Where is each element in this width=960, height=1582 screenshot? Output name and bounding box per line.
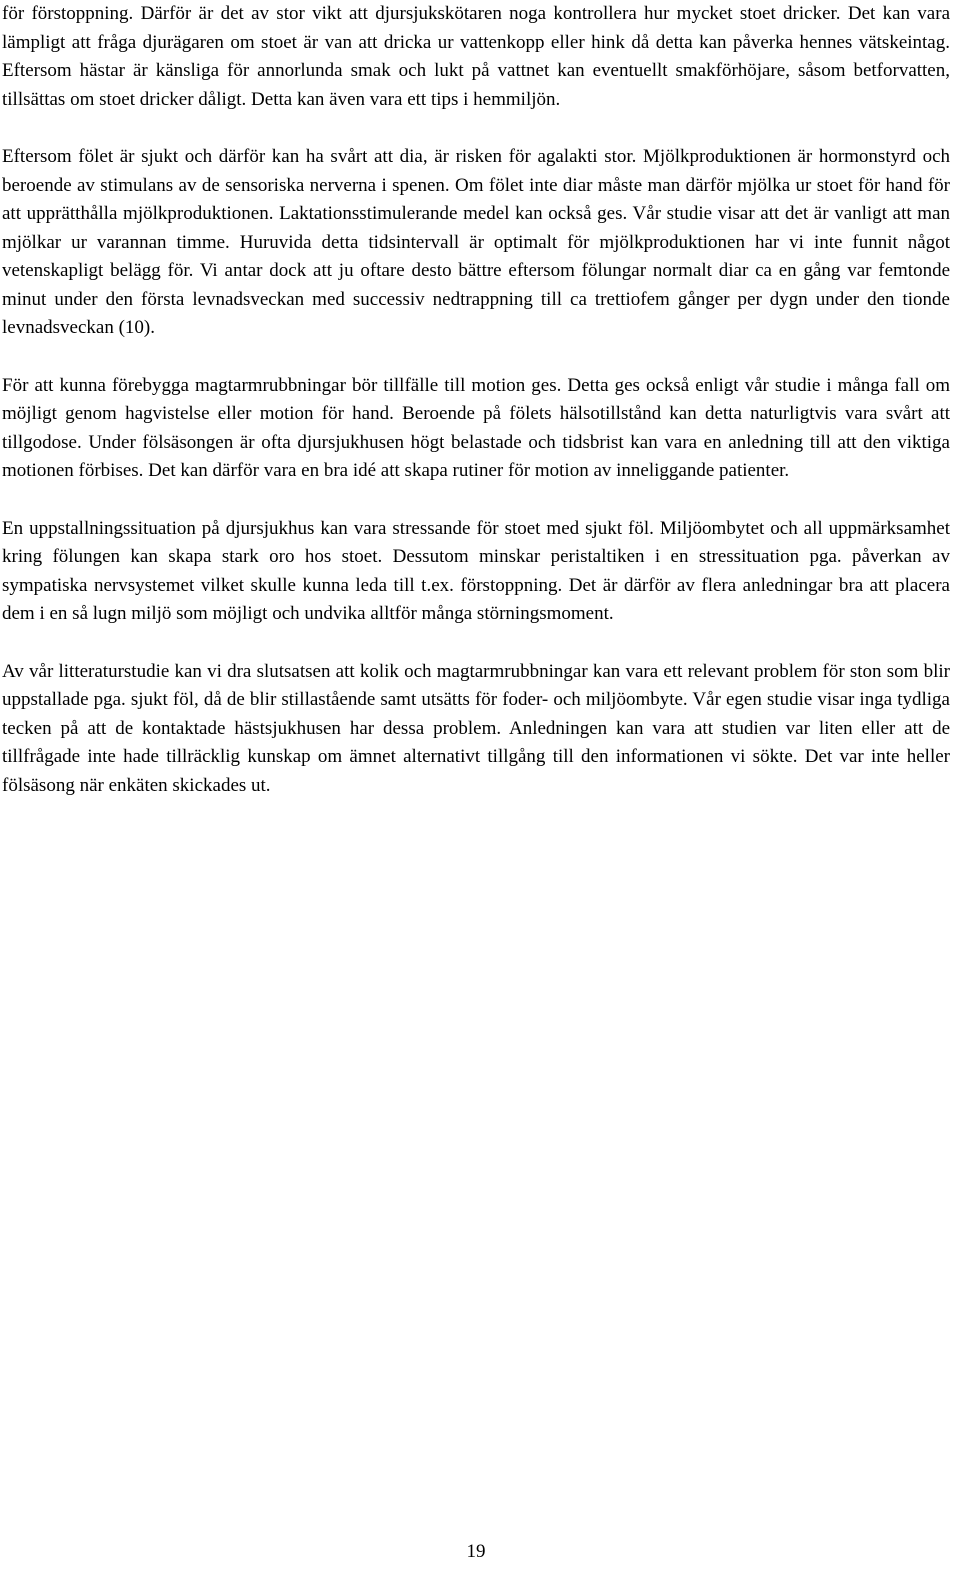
paragraph-water-intake: för förstoppning. Därför är det av stor vikt att djursjukskötaren noga kontrollera hur mycket stoet dricker. Det kan vara lämpligt att fråga djurägaren om stoet är van att dricka ur vattenkopp eller hink då detta kan påverka hennes vätskeintag. Eftersom hästar är känsliga för annorlunda smak och lukt på vattnet kan eventuellt smakförhöjare, såsom betforvatten, tillsättas om stoet dricker dåligt. Detta kan även vara ett tips i hemmiljön.: [2, 3, 950, 110]
paragraph-conclusion: Av vår litteraturstudie kan vi dra slutsatsen att kolik och magtarmrubbningar kan vara ett relevant problem för ston som blir uppstallade pga. sjukt föl, då de blir stillastående samt utsätts för foder- och miljöombyte. Vår egen studie visar inga tydliga tecken på att de kontaktade hästsjukhusen har dessa problem. Anledningen kan vara att studien var liten eller att de tillfrågade inte hade tillräcklig kunskap om ämnet alternativt tillgång till den informationen vi sökte. Det var inte heller fölsäsong när enkäten skickades ut.: [2, 660, 950, 796]
document-body: [2, 0, 950, 800]
paragraph-stress: En uppstallningssituation på djursjukhus kan vara stressande för stoet med sjukt föl. Miljöombytet och all uppmärksamhet kring fölungen kan skapa stark oro hos stoet. Dessutom minskar peristaltiken i en stressituation pga. påverkan av sympatiska nervsystemet vilket skulle kunna leda till t.ex. förstoppning. Det är därför av flera anledningar bra att placera dem i en så lugn miljö som möjligt och undvika alltför många störningsmoment.: [2, 517, 950, 624]
page-number: 19: [466, 1541, 486, 1562]
paragraph-agalactia: Eftersom fölet är sjukt och därför kan ha svårt att dia, är risken för agalakti stor. Mjölkproduktionen är hormonstyrd och beroende av stimulans av de sensoriska nerverna i spenen. Om fölet inte diar måste man därför mjölka ur stoet för hand för att upprätthålla mjölkproduktionen. Laktationsstimulerande medel kan också ges. Vår studie visar att det är vanligt att man mjölkar ur varannan timme. Huruvida detta tidsintervall är optimalt för mjölkproduktionen har vi inte funnit något vetenskapligt belägg för. Vi antar dock att ju oftare desto bättre eftersom fölungar normalt diar ca en gång var femtonde minut under den första levnadsveckan med successiv nedtrappning till ca trettiofem gånger per dygn under den tionde levnadsveckan (10).: [2, 146, 950, 338]
paragraph-exercise: För att kunna förebygga magtarmrubbningar bör tillfälle till motion ges. Detta ges också enligt vår studie i många fall om möjligt genom hagvistelse eller motion för hand. Beroende på fölets hälsotillstånd kan detta naturligtvis vara svårt att tillgodose. Under fölsäsongen är ofta djursjukhusen högt belastade och tidsbrist kan vara en anledning till att den viktiga motionen förbises. Det kan därför vara en bra idé att skapa rutiner för motion av inneliggande patienter.: [2, 374, 950, 481]
